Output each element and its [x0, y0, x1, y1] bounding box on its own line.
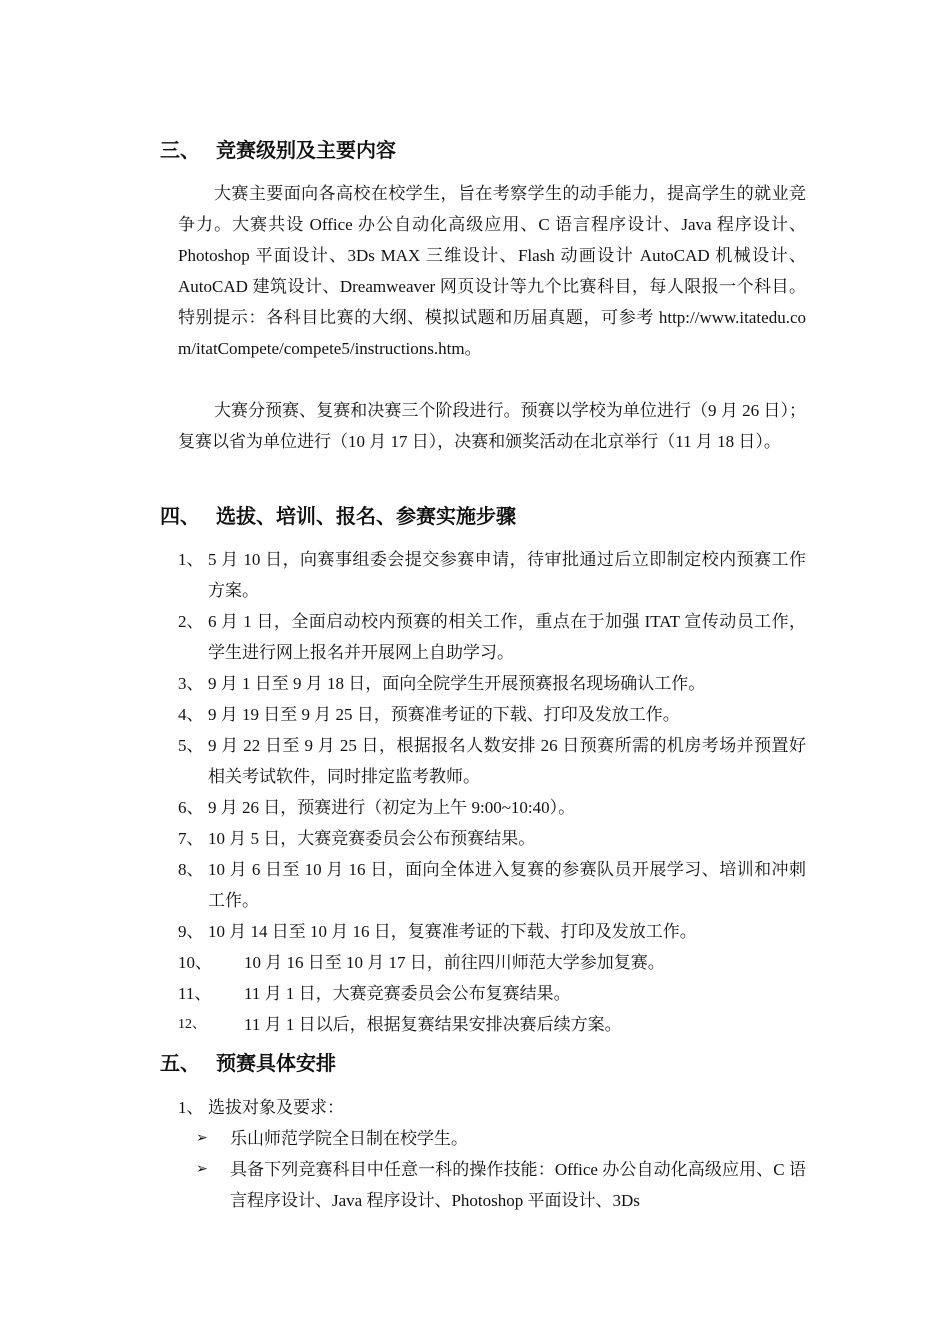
- step-item: [178, 792, 806, 823]
- section-5-heading: [160, 1049, 820, 1079]
- bullet-text: 具备下列竞赛科目中任意一科的操作技能：Office 办公自动化高级应用、C 语言程序设计、Java 程序设计、Photoshop 平面设计、3Ds: [230, 1160, 806, 1210]
- step-number: 8、: [178, 860, 204, 879]
- step-text: 10 月 14 日至 10 月 16 日，复赛准考证的下载、打印及发放工作。: [208, 922, 697, 941]
- section-3-number: 三、: [160, 140, 200, 162]
- step-text: 9 月 22 日至 9 月 25 日，根据报名人数安排 26 日预赛所需的机房考场并预置好相关考试软件，同时排定监考教师。: [208, 736, 806, 786]
- step-text: 9 月 1 日至 9 月 18 日，面向全院学生开展预赛报名现场确认工作。: [208, 674, 706, 693]
- step-item: [178, 947, 806, 978]
- arrow-bullet-icon: ➢: [196, 1161, 208, 1177]
- section-5-title: 预赛具体安排: [216, 1053, 336, 1075]
- paragraph-1-text: 大赛主要面向各高校在校学生，旨在考察学生的动手能力，提高学生的就业竞争力。大赛共设 Office 办公自动化高级应用、C 语言程序设计、Java 程序设计、Photoshop 平面设计、3Ds MAX 三维设计、Flash 动画设计 AutoCAD 机械设计、AutoCAD 建筑设计、Dreamweaver 网页设计等九个比赛科目，每人限报一个科目。特别提示：各科目比赛的大纲、模拟试题和历届真题，可参考: [178, 184, 806, 327]
- section-3-title: 竞赛级别及主要内容: [216, 140, 396, 162]
- step-number: 2、: [178, 612, 204, 631]
- step-number: 12、: [178, 1017, 206, 1032]
- step-number: 4、: [178, 705, 204, 724]
- section-3-paragraph-1: [178, 178, 806, 364]
- step-item: [178, 1009, 806, 1040]
- bullet-item: [196, 1123, 806, 1154]
- step-number: 9、: [178, 922, 204, 941]
- section-4-number: 四、: [160, 506, 200, 528]
- requirements-bullet-list: [196, 1123, 806, 1216]
- step-text: 11 月 1 日，大赛竞赛委员会公布复赛结果。: [244, 984, 571, 1003]
- step-text: 9 月 19 日至 9 月 25 日，预赛准考证的下载、打印及发放工作。: [208, 705, 680, 724]
- step-number: 5、: [178, 736, 204, 755]
- step-text: 11 月 1 日以后，根据复赛结果安排决赛后续方案。: [244, 1015, 622, 1034]
- selection-list: [178, 1092, 806, 1123]
- section-3-paragraph-2: [178, 395, 806, 457]
- step-item: [178, 978, 806, 1009]
- paragraph-1-end: 。: [464, 339, 482, 358]
- selection-number: 1、: [178, 1098, 204, 1117]
- selection-item: [178, 1092, 806, 1123]
- step-text: 10 月 6 日至 10 月 16 日，面向全体进入复赛的参赛队员开展学习、培训和冲刺工作。: [208, 860, 806, 910]
- step-item: [178, 668, 806, 699]
- step-text: 10 月 16 日至 10 月 17 日，前往四川师范大学参加复赛。: [244, 953, 665, 972]
- step-item: [178, 854, 806, 916]
- step-item: [178, 823, 806, 854]
- section-5-number: 五、: [160, 1053, 200, 1075]
- section-4-heading: [160, 502, 820, 532]
- step-number: 6、: [178, 798, 204, 817]
- step-text: 10 月 5 日，大赛竞赛委员会公布预赛结果。: [208, 829, 536, 848]
- bullet-item: [196, 1154, 806, 1216]
- step-item: [178, 699, 806, 730]
- reference-url: http://www.itatedu.com/itatCompete/compete5/instructions.htm: [178, 308, 806, 358]
- arrow-bullet-icon: ➢: [196, 1130, 208, 1146]
- section-3-heading: [160, 136, 820, 166]
- implementation-steps-list: [178, 544, 806, 1040]
- section-4-title: 选拔、培训、报名、参赛实施步骤: [216, 506, 516, 528]
- step-item: [178, 544, 806, 606]
- step-text: 5 月 10 日，向赛事组委会提交参赛申请，待审批通过后立即制定校内预赛工作方案。: [208, 550, 806, 600]
- step-text: 6 月 1 日，全面启动校内预赛的相关工作，重点在于加强 ITAT 宣传动员工作，学生进行网上报名并开展网上自助学习。: [208, 612, 806, 662]
- paragraph-2-text: 大赛分预赛、复赛和决赛三个阶段进行。预赛以学校为单位进行（9 月 26 日）；复赛以省为单位进行（10 月 17 日），决赛和颁奖活动在北京举行（11 月 18 日）。: [178, 401, 806, 451]
- selection-text: 选拔对象及要求：: [208, 1098, 344, 1117]
- step-item: [178, 916, 806, 947]
- step-number: 7、: [178, 829, 204, 848]
- bullet-text: 乐山师范学院全日制在校学生。: [230, 1129, 468, 1148]
- step-number: 10、: [178, 953, 212, 972]
- step-number: 3、: [178, 674, 204, 693]
- step-number: 1、: [178, 550, 204, 569]
- step-text: 9 月 26 日，预赛进行（初定为上午 9:00~10:40）。: [208, 798, 576, 817]
- step-number: 11、: [178, 984, 212, 1003]
- step-item: [178, 730, 806, 792]
- step-item: [178, 606, 806, 668]
